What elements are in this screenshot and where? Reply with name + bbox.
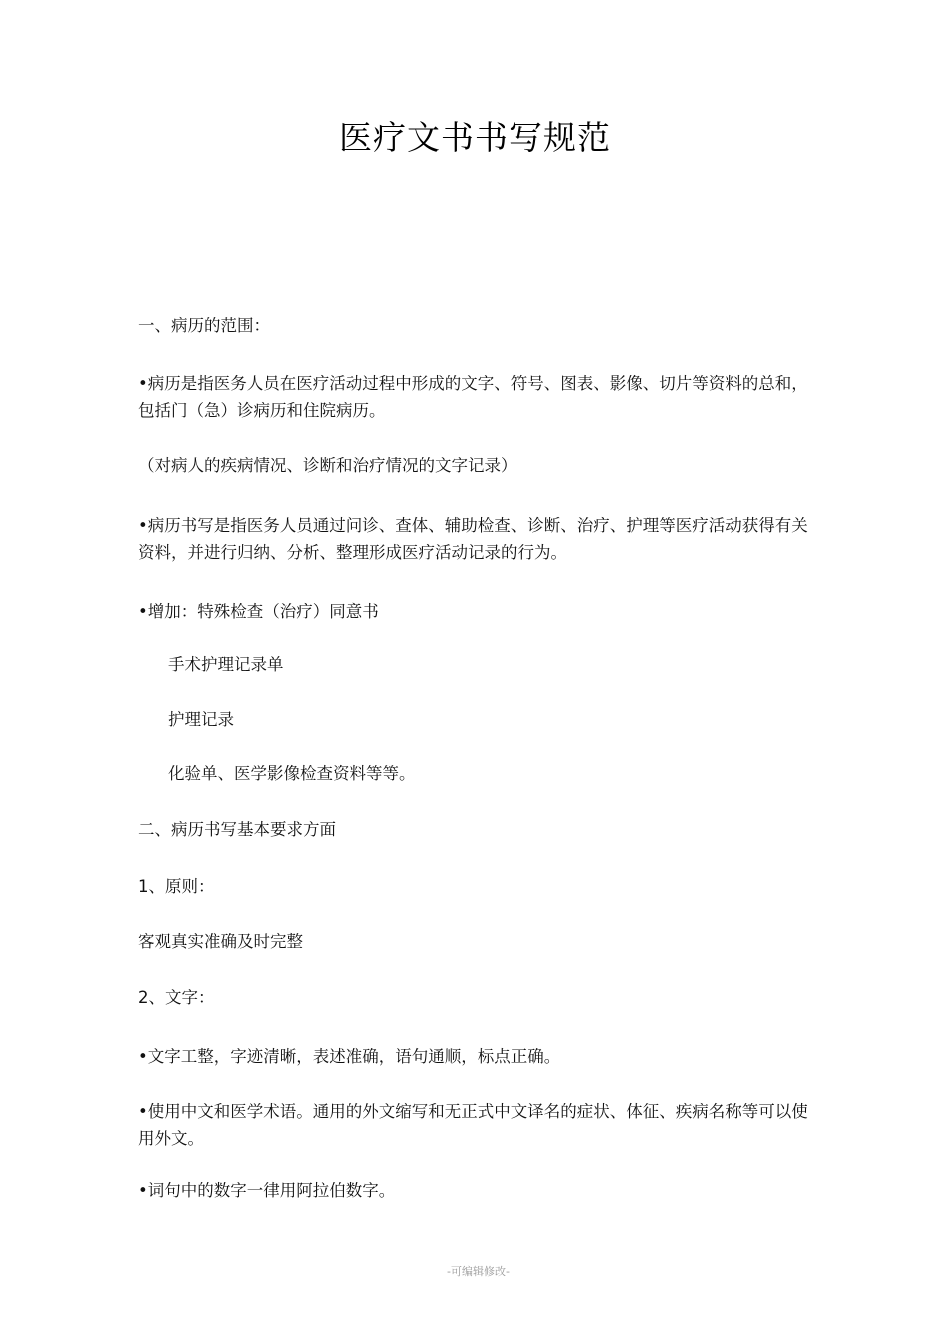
paragraph-numbers: •词句中的数字一律用阿拉伯数字。 <box>138 1181 396 1200</box>
subsection-writing-heading: 2、文字： <box>138 988 215 1007</box>
principles-text: 客观真实准确及时完整 <box>138 932 303 951</box>
paragraph-record-writing-definition: •病历书写是指医务人员通过问诊、查体、辅助检查、诊断、治疗、护理等医疗活动获得有关资料，并进行归纳、分析、整理形成医疗活动记录的行为。 <box>138 516 808 562</box>
paragraph-writing-quality: •文字工整，字迹清晰，表述准确，语句通顺，标点正确。 <box>138 1047 561 1066</box>
footer-note: -可编辑修改- <box>447 1265 510 1278</box>
list-item: 化验单、医学影像检查资料等等。 <box>168 764 416 783</box>
document-title: 医疗文书书写规范 <box>339 118 611 157</box>
paragraph-medical-record-definition: •病历是指医务人员在医疗活动过程中形成的文字、符号、图表、影像、切片等资料的总和，包括门（急）诊病历和住院病历。 <box>138 374 808 420</box>
section-2-heading: 二、病历书写基本要求方面 <box>138 820 336 839</box>
list-item: 手术护理记录单 <box>168 655 284 674</box>
subsection-principles-heading: 1、原则： <box>138 877 215 896</box>
list-item: 护理记录 <box>168 710 234 729</box>
paragraph-note: （对病人的疾病情况、诊断和治疗情况的文字记录） <box>138 456 518 475</box>
paragraph-language-terms: •使用中文和医学术语。通用的外文缩写和无正式中文译名的症状、体征、疾病名称等可以使用外文。 <box>138 1102 808 1148</box>
paragraph-additions: •增加：特殊检查（治疗）同意书 <box>138 602 379 621</box>
section-1-heading: 一、病历的范围： <box>138 316 270 335</box>
